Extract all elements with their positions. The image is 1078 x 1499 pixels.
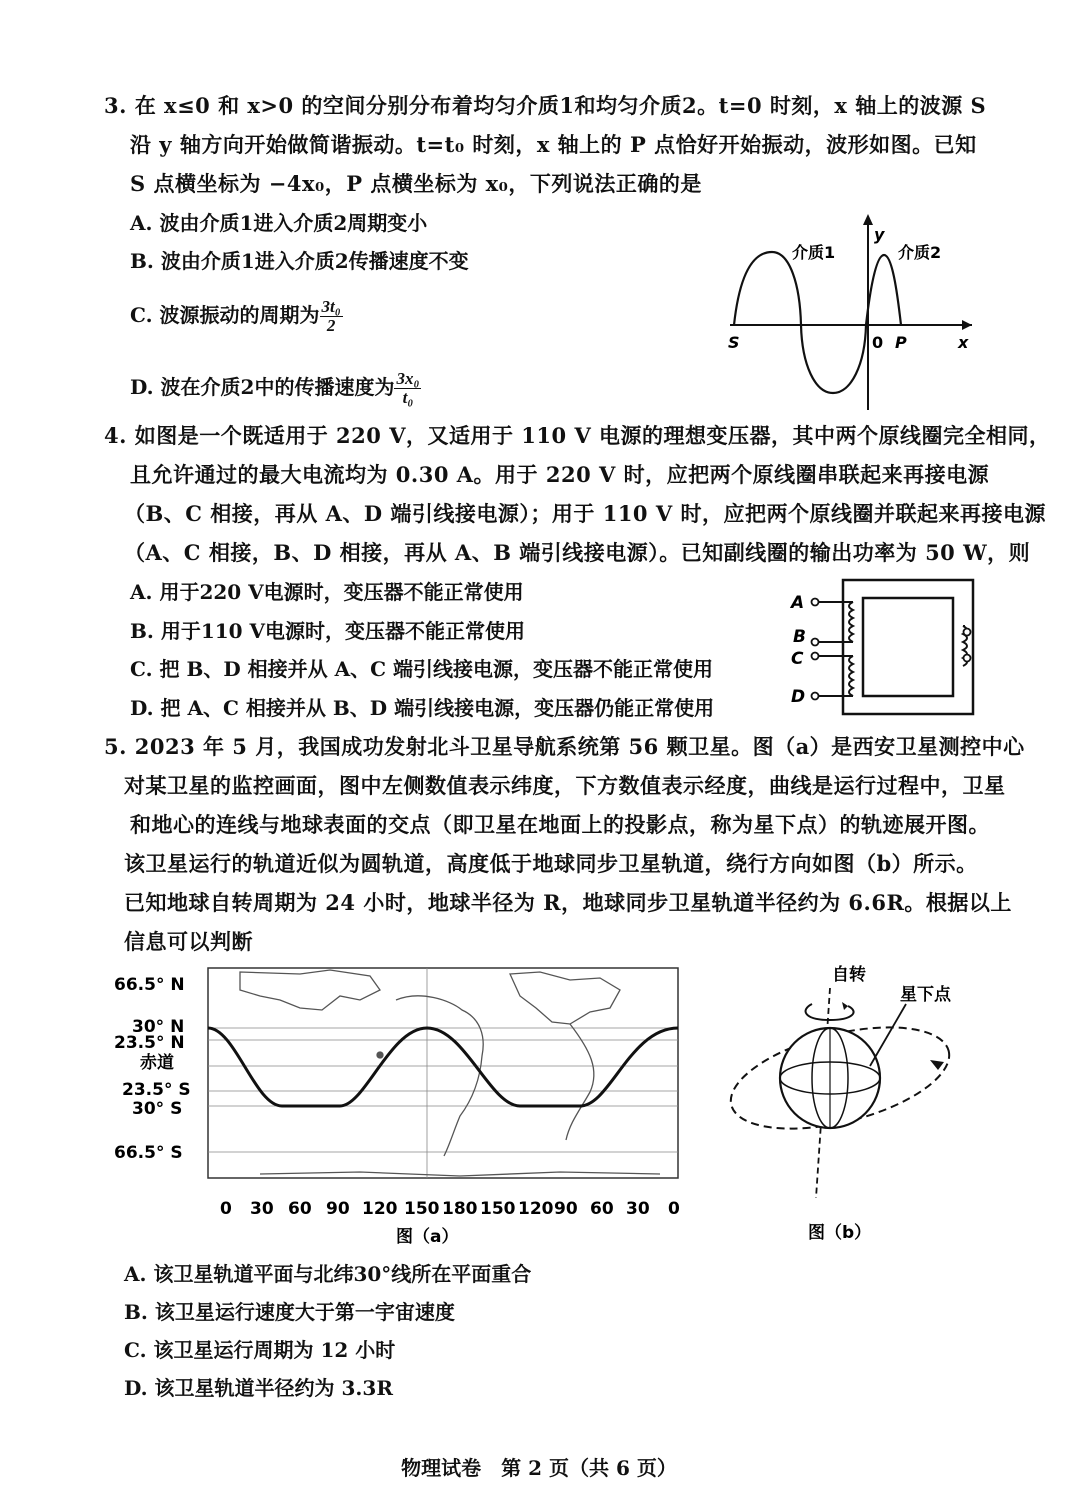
terminal-c bbox=[812, 653, 819, 660]
lat-label-30s: 30° S bbox=[132, 1099, 183, 1119]
q3-option-d-fraction bbox=[394, 370, 421, 407]
y-axis-arrow-icon bbox=[863, 214, 873, 225]
q3-option-c bbox=[130, 298, 343, 335]
fraction-denominator: 2 bbox=[326, 316, 336, 335]
terminal-b bbox=[812, 639, 819, 646]
longitude-labels bbox=[220, 1199, 680, 1219]
secondary-terminal-2 bbox=[964, 655, 971, 662]
q4-option-a: A. 用于220 V电源时，变压器不能正常使用 bbox=[130, 580, 524, 604]
wave-medium-1 bbox=[734, 252, 866, 393]
lat-label-23n: 23.5° N bbox=[114, 1033, 185, 1053]
lat-label-equator: 赤道 bbox=[140, 1053, 174, 1073]
q5-figure-b-globe bbox=[720, 958, 980, 1248]
fraction-denominator: t₀ bbox=[402, 388, 414, 407]
q5-line-5: 已知地球自转周期为 24 小时，地球半径为 R，地球同步卫星轨道半径约为 6.6R。根据以上 bbox=[124, 890, 1012, 915]
q3-wave-figure bbox=[720, 210, 980, 420]
q5-line-2: 对某卫星的监控画面，图中左侧数值表示纬度，下方数值表示经度，曲线是运行过程中，卫星 bbox=[124, 773, 1006, 798]
q4-option-b: B. 用于110 V电源时，变压器不能正常使用 bbox=[130, 619, 526, 643]
q3-option-d bbox=[130, 370, 421, 407]
continent-outlines bbox=[240, 970, 660, 1176]
x-axis-arrow-icon bbox=[962, 320, 972, 330]
terminal-d bbox=[812, 693, 819, 700]
q3-option-d-text: D. 波在介质2中的传播速度为 bbox=[130, 375, 395, 399]
lon-label: 60 bbox=[288, 1199, 312, 1219]
q3-option-b: B. 波由介质1进入介质2传播速度不变 bbox=[130, 249, 469, 273]
q4-line-3: （B、C 相接，再从 A、D 端引线接电源）；用于 110 V 时，应把两个原线圈并联起来再接电源 bbox=[124, 501, 1046, 526]
q5-option-c: C. 该卫星运行周期为 12 小时 bbox=[124, 1338, 396, 1362]
lat-label-66s: 66.5° S bbox=[114, 1143, 183, 1163]
wave-medium-2 bbox=[866, 255, 901, 325]
q5-line-4: 该卫星运行的轨道近似为圆轨道，高度低于地球同步卫星轨道，绕行方向如图（b）所示。 bbox=[124, 851, 978, 876]
lon-label: 0 bbox=[220, 1199, 232, 1219]
lon-label: 150 bbox=[480, 1199, 516, 1219]
q5-line-6: 信息可以判断 bbox=[124, 929, 253, 954]
lon-label: 60 bbox=[590, 1199, 614, 1219]
q5-option-b: B. 该卫星运行速度大于第一宇宙速度 bbox=[124, 1300, 455, 1324]
label-y: y bbox=[874, 225, 885, 244]
primary-coil-1 bbox=[849, 602, 853, 642]
q4-option-c: C. 把 B、D 相接并从 A、C 端引线接电源，变压器不能正常使用 bbox=[130, 657, 714, 681]
figure-a-caption: 图（a） bbox=[396, 1227, 459, 1247]
q4-line-2: 且允许通过的最大电流均为 0.30 A。用于 220 V 时，应把两个原线圈串联起来再接电源 bbox=[130, 462, 990, 487]
q3-line-1: 3. 在 x≤0 和 x>0 的空间分别分布着均匀介质1和均匀介质2。t=0 时刻，x 轴上的波源 S bbox=[104, 93, 987, 118]
lon-label: 30 bbox=[626, 1199, 650, 1219]
label-c: C bbox=[791, 649, 804, 669]
terminal-a bbox=[812, 599, 819, 606]
q3-option-c-text: C. 波源振动的周期为 bbox=[130, 303, 320, 327]
label-x: x bbox=[958, 333, 969, 352]
label-a: A bbox=[791, 593, 805, 613]
label-d: D bbox=[791, 687, 806, 707]
q3-option-c-fraction bbox=[320, 298, 343, 335]
label-origin: 0 bbox=[872, 333, 884, 352]
label-p: P bbox=[895, 333, 907, 352]
lon-label: 0 bbox=[668, 1199, 680, 1219]
lat-label-66n: 66.5° N bbox=[114, 975, 185, 995]
label-medium-1: 介质1 bbox=[792, 243, 836, 262]
label-subsatellite-point: 星下点 bbox=[900, 985, 951, 1005]
q3-line-3: S 点横坐标为 −4x₀，P 点横坐标为 x₀，下列说法正确的是 bbox=[130, 171, 702, 196]
label-medium-2: 介质2 bbox=[898, 243, 942, 262]
fraction-numerator: 3t₀ bbox=[321, 297, 341, 316]
page-footer: 物理试卷 第 2 页（共 6 页） bbox=[401, 1456, 677, 1480]
lon-label: 180 bbox=[442, 1199, 478, 1219]
lon-label: 90 bbox=[326, 1199, 350, 1219]
transformer-core-inner bbox=[863, 598, 953, 696]
fraction-numerator: 3x₀ bbox=[396, 369, 420, 388]
subpoint-pointer bbox=[870, 1004, 906, 1066]
lon-label: 90 bbox=[554, 1199, 578, 1219]
label-b: B bbox=[793, 627, 806, 647]
lon-label: 30 bbox=[250, 1199, 274, 1219]
label-rotation: 自转 bbox=[832, 965, 866, 985]
lon-label: 120 bbox=[518, 1199, 554, 1219]
lon-label: 120 bbox=[362, 1199, 398, 1219]
q4-option-d: D. 把 A、C 相接并从 B、D 端引线接电源，变压器仍能正常使用 bbox=[130, 696, 715, 720]
figure-b-caption: 图（b） bbox=[808, 1223, 872, 1243]
label-s: S bbox=[728, 333, 740, 352]
secondary-terminal-1 bbox=[964, 629, 971, 636]
q4-transformer-figure bbox=[785, 576, 985, 718]
q3-option-a: A. 波由介质1进入介质2周期变小 bbox=[130, 211, 428, 235]
primary-coil-2 bbox=[849, 656, 853, 696]
q5-option-a: A. 该卫星轨道平面与北纬30°线所在平面重合 bbox=[124, 1262, 532, 1286]
orbit-direction-arrow-icon bbox=[930, 1060, 944, 1070]
q5-option-d: D. 该卫星轨道半径约为 3.3R bbox=[124, 1376, 393, 1400]
q5-line-3: 和地心的连线与地球表面的交点（即卫星在地面上的投影点，称为星下点）的轨迹展开图。 bbox=[130, 812, 990, 837]
lat-label-30n: 30° N bbox=[132, 1017, 185, 1037]
lat-label-23s: 23.5° S bbox=[122, 1080, 191, 1100]
q3-line-2: 沿 y 轴方向开始做简谐振动。t=t₀ 时刻，x 轴上的 P 点恰好开始振动，波形如图。已知 bbox=[130, 132, 977, 157]
lon-label: 150 bbox=[404, 1199, 440, 1219]
q5-line-1: 5. 2023 年 5 月，我国成功发射北斗卫星导航系统第 56 颗卫星。图（a）是西安卫星测控中心 bbox=[104, 734, 1025, 759]
q4-line-1: 4. 如图是一个既适用于 220 V，又适用于 110 V 电源的理想变压器，其中两个原线圈完全相同， bbox=[104, 423, 1051, 448]
q4-line-4: （A、C 相接，B、D 相接，再从 A、B 端引线接电源）。已知副线圈的输出功率为 50 W，则 bbox=[124, 540, 1031, 565]
q5-figure-a-ground-track bbox=[100, 960, 700, 1250]
